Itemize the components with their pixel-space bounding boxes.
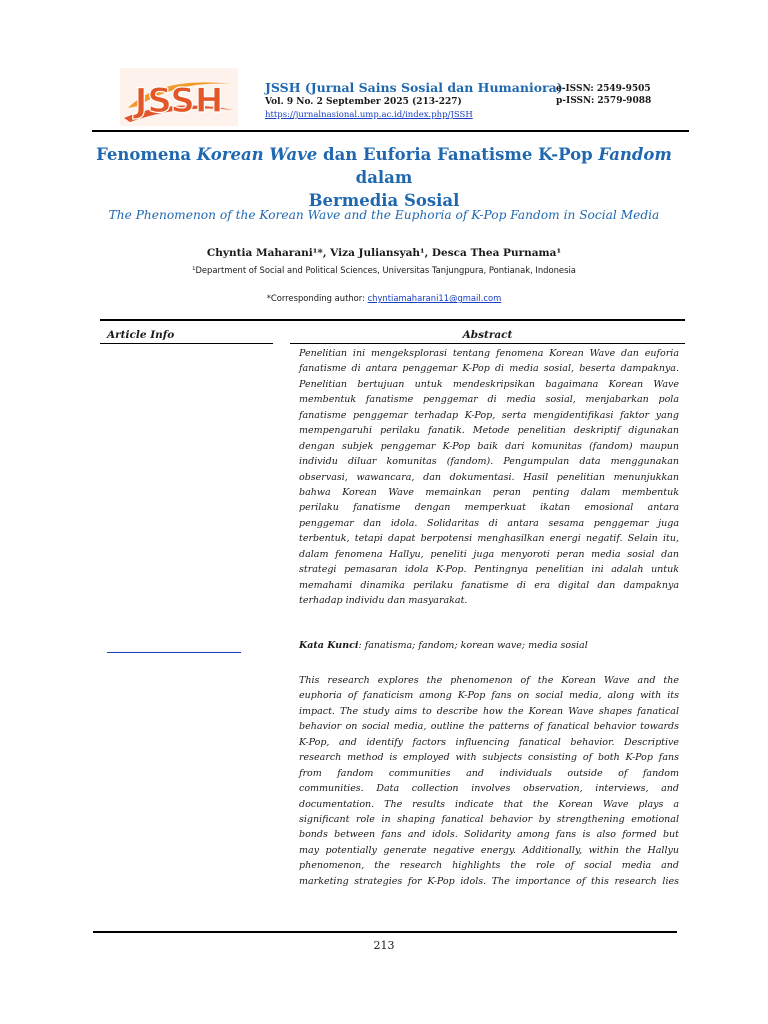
e-issn: e-ISSN: 2549-9505 — [556, 84, 651, 94]
keywords-text: : fanatisma; fandom; korean wave; media sosial — [358, 640, 588, 651]
abstract-line: bahwa Korean Wave memainkan peran penting dalam membentuk — [299, 486, 679, 498]
abstract-line: fanatisme di antara penggemar K-Pop di media sosial, beserta dampaknya. — [299, 363, 679, 375]
header-rule — [92, 130, 689, 132]
abstract-line: euphoria of fanaticism among K-Pop fans on social media, along with its — [299, 690, 679, 702]
abstract-line: significant role in shaping fanatical behavior by strengthening emotional — [299, 813, 679, 825]
abstract-line: may potentially generate negative energy. Additionally, within the Hallyu — [299, 844, 679, 856]
authors: Chyntia Maharani¹*, Viza Juliansyah¹, Desca Thea Purnama¹ — [206, 247, 562, 259]
abstract-line: behavior on social media, outline the patterns of fanatical behavior towards — [299, 721, 679, 733]
journal-logo — [120, 68, 238, 126]
abstract-line: terbentuk, tetapi dapat berpotensi menghasilkan energi negatif. Selain itu, — [299, 533, 679, 545]
abstract-line: fanatisme penggemar terhadap K-Pop, serta mengidentifikasi faktor yang — [299, 409, 679, 421]
section-rule — [100, 319, 685, 321]
abstract-line: terhadap individu dan masyarakat. — [299, 595, 468, 606]
abstract-line: membentuk fanatisme penggemar di media sosial, menjabarkan pola — [299, 394, 679, 406]
journal-url-link[interactable]: https://jurnalnasional.ump.ac.id/index.php/JSSH — [265, 110, 473, 120]
abstract-line: dengan subjek penggemar K-Pop baik dari komunitas (fandom) maupun — [299, 440, 679, 452]
footer-rule — [93, 931, 677, 933]
abstract-line: bonds between fans and idols. Solidarity among fans is also formed but — [299, 829, 679, 841]
abstract-line: documentation. The results indicate that the Korean Wave plays a — [299, 798, 679, 810]
abstract-line: dalam fenomena Hallyu, peneliti juga menyoroti peran media sosial dan — [299, 548, 679, 560]
abstract-line: mempengaruhi perilaku fanatik. Metode penelitian deskriptif digunakan — [299, 425, 679, 437]
affiliation: ¹Department of Social and Political Sciences, Universitas Tanjungpura, Pontianak, Indonesia — [192, 265, 576, 275]
journal-name: JSSH (Jurnal Sains Sosial dan Humaniora) — [265, 80, 563, 95]
logo-text: JSSH — [134, 81, 224, 121]
article-info-rule — [100, 343, 273, 344]
abstract-heading: Abstract — [462, 329, 513, 341]
author-email-link[interactable]: chyntiamaharani11@gmail.com — [367, 293, 502, 303]
abstract-line: K-Pop, and identify factors influencing fanatical behavior. Descriptive — [299, 736, 679, 748]
abstract-english — [299, 673, 679, 889]
abstract-line: individu diluar komunitas (fandom). Pengumpulan data menggunakan — [299, 456, 679, 468]
keywords — [299, 640, 588, 651]
abstract-line: penggemar dan idola. Solidaritas di antara sesama penggemar juga — [299, 517, 679, 529]
abstract-indonesian — [299, 346, 679, 608]
article-info-link-rule — [107, 652, 241, 653]
paper-subtitle: The Phenomenon of the Korean Wave and the Euphoria of K-Pop Fandom in Social Media — [108, 208, 660, 222]
abstract-line: strategi pemasaran idola K-Pop. Pentingnya penelitian ini adalah untuk — [299, 564, 679, 576]
abstract-line: from fandom communities and individuals outside of fandom — [299, 767, 679, 779]
abstract-rule — [290, 343, 685, 344]
abstract-line: This research explores the phenomenon of the Korean Wave and the — [299, 675, 679, 686]
abstract-line: perilaku fanatisme dengan memperkuat ikatan emosional antara — [299, 502, 679, 514]
abstract-line: Penelitian bertujuan untuk mendeskripsikan bagaimana Korean Wave — [299, 378, 679, 390]
abstract-line: phenomenon, the research highlights the role of social media and — [299, 860, 679, 872]
abstract-line: memahami dinamika perilaku fanatisme di era digital dan dampaknya — [299, 579, 679, 591]
paper-title: Fenomena Korean Wave dan Euforia Fanatisme K-Pop Fandom dalam Bermedia Sosial — [96, 145, 672, 210]
page-number: 213 — [373, 939, 395, 952]
article-info-heading: Article Info — [107, 329, 175, 341]
abstract-line: communities. Data collection involves observation, interviews, and — [299, 783, 679, 795]
abstract-line: Penelitian ini mengeksplorasi tentang fenomena Korean Wave dan euforia — [299, 348, 679, 359]
journal-volume: Vol. 9 No. 2 September 2025 (213-227) — [265, 97, 462, 107]
abstract-line: research method is employed with subjects consisting of both K-Pop fans — [299, 752, 679, 764]
abstract-line: observasi, wawancara, dan dokumentasi. Hasil penelitian menunjukkan — [299, 471, 679, 483]
abstract-line: marketing strategies for K-Pop idols. The importance of this research lies — [299, 875, 679, 887]
p-issn: p-ISSN: 2579-9088 — [556, 96, 652, 106]
corresponding-author: *Corresponding author: chyntiamaharani11@gmail.com — [266, 293, 502, 303]
keywords-label: Kata Kunci — [299, 640, 359, 651]
abstract-line: impact. The study aims to describe how the Korean Wave shapes fanatical — [299, 705, 679, 717]
